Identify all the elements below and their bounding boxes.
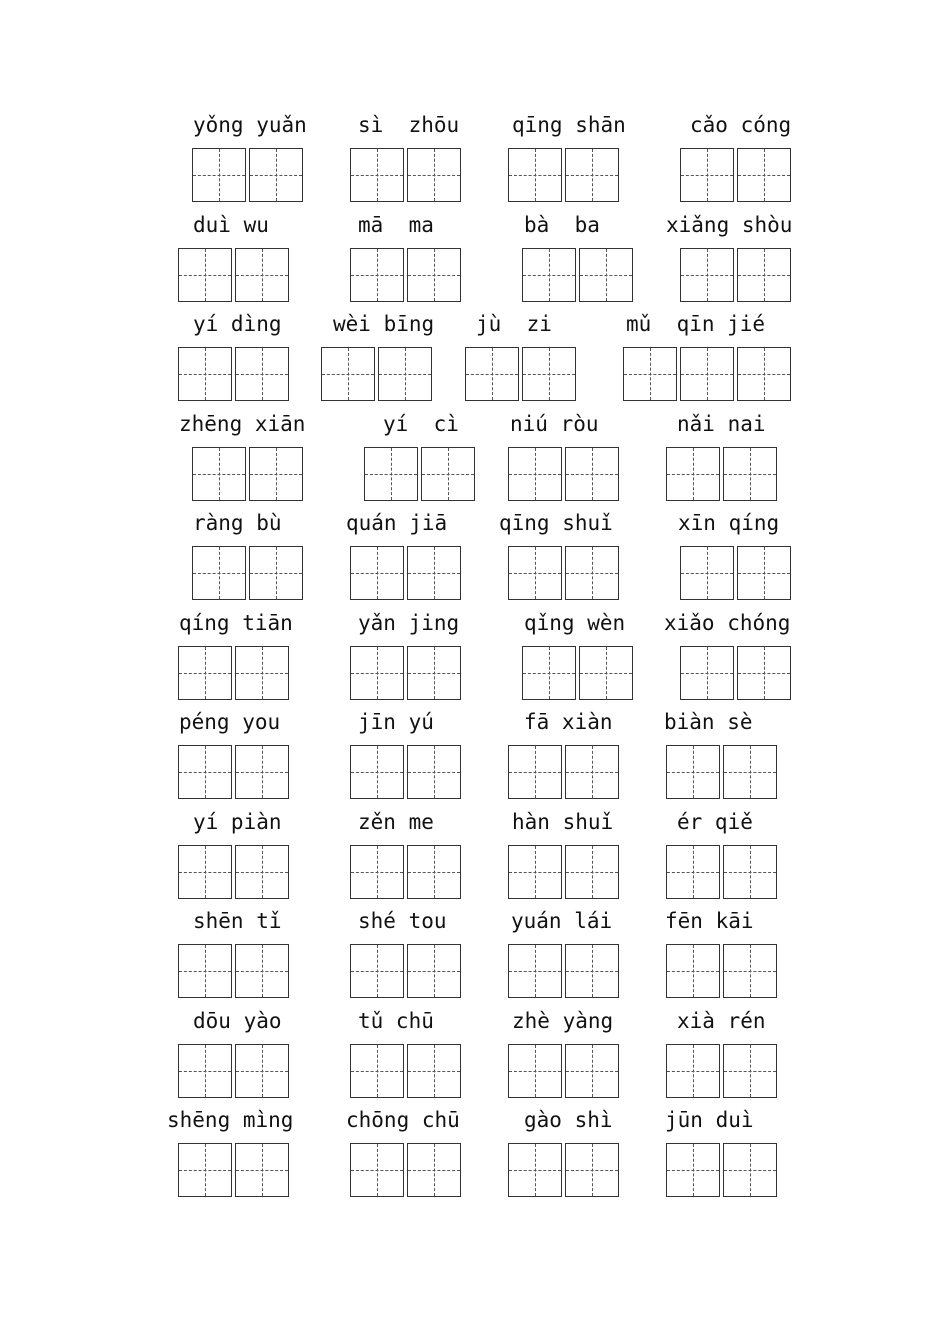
tianzige-box[interactable] bbox=[565, 944, 619, 998]
tianzige-box[interactable] bbox=[508, 148, 562, 202]
tianzige-box[interactable] bbox=[565, 1044, 619, 1098]
tianzige-box[interactable] bbox=[235, 347, 289, 401]
tianzige-box[interactable] bbox=[723, 845, 777, 899]
tianzige-box[interactable] bbox=[178, 1143, 232, 1197]
pinyin-label: fēn kāi bbox=[665, 909, 754, 933]
writing-grid bbox=[192, 447, 306, 501]
tianzige-box[interactable] bbox=[666, 845, 720, 899]
writing-grid bbox=[350, 745, 464, 799]
writing-grid bbox=[350, 546, 464, 600]
tianzige-box[interactable] bbox=[192, 546, 246, 600]
pinyin-label: mǔ qīn jié bbox=[626, 312, 766, 336]
tianzige-box[interactable] bbox=[565, 745, 619, 799]
pinyin-label: gào shì bbox=[524, 1108, 613, 1132]
writing-grid bbox=[680, 646, 794, 700]
tianzige-box[interactable] bbox=[508, 845, 562, 899]
writing-grid bbox=[350, 1143, 464, 1197]
pinyin-label: nǎi nai bbox=[677, 412, 766, 436]
tianzige-box[interactable] bbox=[579, 646, 633, 700]
writing-grid bbox=[666, 447, 780, 501]
tianzige-box[interactable] bbox=[522, 646, 576, 700]
writing-grid bbox=[666, 1044, 780, 1098]
tianzige-box[interactable] bbox=[249, 447, 303, 501]
pinyin-label: xīn qíng bbox=[678, 511, 780, 535]
pinyin-label: bà ba bbox=[524, 213, 600, 237]
writing-grid bbox=[350, 148, 464, 202]
writing-grid bbox=[350, 248, 464, 302]
pinyin-label: qǐng wèn bbox=[524, 611, 626, 635]
tianzige-box[interactable] bbox=[178, 347, 232, 401]
tianzige-box[interactable] bbox=[407, 248, 461, 302]
tianzige-box[interactable] bbox=[623, 347, 677, 401]
tianzige-box[interactable] bbox=[508, 447, 562, 501]
pinyin-label: chōng chū bbox=[346, 1108, 460, 1132]
tianzige-box[interactable] bbox=[723, 745, 777, 799]
pinyin-label: yuán lái bbox=[511, 909, 613, 933]
tianzige-box[interactable] bbox=[680, 148, 734, 202]
pinyin-label: wèi bīng bbox=[333, 312, 435, 336]
writing-grid bbox=[178, 1143, 292, 1197]
tianzige-box[interactable] bbox=[378, 347, 432, 401]
tianzige-box[interactable] bbox=[522, 347, 576, 401]
pinyin-label: xià rén bbox=[677, 1009, 766, 1033]
writing-grid bbox=[508, 148, 622, 202]
writing-grid bbox=[508, 1143, 622, 1197]
pinyin-label: zěn me bbox=[358, 810, 434, 834]
pinyin-label: yí dìng bbox=[193, 312, 282, 336]
pinyin-label: ràng bù bbox=[193, 511, 282, 535]
pinyin-label: yǎn jing bbox=[358, 611, 460, 635]
tianzige-box[interactable] bbox=[723, 447, 777, 501]
pinyin-label: yí cì bbox=[383, 412, 459, 436]
tianzige-box[interactable] bbox=[666, 1143, 720, 1197]
tianzige-box[interactable] bbox=[737, 148, 791, 202]
tianzige-box[interactable] bbox=[178, 745, 232, 799]
tianzige-box[interactable] bbox=[235, 1044, 289, 1098]
writing-grid bbox=[508, 944, 622, 998]
tianzige-box[interactable] bbox=[737, 248, 791, 302]
tianzige-box[interactable] bbox=[723, 944, 777, 998]
tianzige-box[interactable] bbox=[235, 248, 289, 302]
writing-grid bbox=[364, 447, 478, 501]
pinyin-label: ér qiě bbox=[677, 810, 753, 834]
tianzige-box[interactable] bbox=[178, 646, 232, 700]
pinyin-label: qīng shān bbox=[512, 113, 626, 137]
pinyin-label: mā ma bbox=[358, 213, 434, 237]
tianzige-box[interactable] bbox=[680, 347, 734, 401]
pinyin-label: xiǎng shòu bbox=[666, 213, 793, 237]
writing-grid bbox=[680, 148, 794, 202]
tianzige-box[interactable] bbox=[235, 845, 289, 899]
tianzige-box[interactable] bbox=[192, 447, 246, 501]
tianzige-box[interactable] bbox=[407, 646, 461, 700]
writing-grid bbox=[350, 646, 464, 700]
tianzige-box[interactable] bbox=[680, 546, 734, 600]
tianzige-box[interactable] bbox=[407, 148, 461, 202]
pinyin-label: shēn tǐ bbox=[193, 909, 282, 933]
writing-grid bbox=[508, 447, 622, 501]
pinyin-label: niú ròu bbox=[510, 412, 599, 436]
tianzige-box[interactable] bbox=[508, 546, 562, 600]
writing-grid bbox=[623, 347, 794, 401]
tianzige-box[interactable] bbox=[321, 347, 375, 401]
writing-grid bbox=[666, 944, 780, 998]
tianzige-box[interactable] bbox=[508, 944, 562, 998]
writing-grid bbox=[192, 546, 306, 600]
writing-grid bbox=[666, 845, 780, 899]
writing-grid bbox=[178, 646, 292, 700]
pinyin-label: biàn sè bbox=[664, 710, 753, 734]
tianzige-box[interactable] bbox=[407, 1044, 461, 1098]
tianzige-box[interactable] bbox=[508, 1143, 562, 1197]
pinyin-label: cǎo cóng bbox=[690, 113, 792, 137]
tianzige-box[interactable] bbox=[178, 248, 232, 302]
tianzige-box[interactable] bbox=[407, 845, 461, 899]
tianzige-box[interactable] bbox=[350, 745, 404, 799]
tianzige-box[interactable] bbox=[508, 745, 562, 799]
pinyin-label: zhè yàng bbox=[512, 1009, 614, 1033]
pinyin-label: hàn shuǐ bbox=[512, 810, 614, 834]
tianzige-box[interactable] bbox=[680, 248, 734, 302]
writing-grid bbox=[178, 347, 292, 401]
writing-grid bbox=[522, 248, 636, 302]
tianzige-box[interactable] bbox=[407, 1143, 461, 1197]
tianzige-box[interactable] bbox=[666, 944, 720, 998]
pinyin-label: jù zi bbox=[476, 312, 552, 336]
writing-grid bbox=[508, 845, 622, 899]
writing-grid bbox=[666, 1143, 780, 1197]
tianzige-box[interactable] bbox=[666, 1044, 720, 1098]
writing-grid bbox=[680, 546, 794, 600]
tianzige-box[interactable] bbox=[235, 745, 289, 799]
writing-grid bbox=[666, 745, 780, 799]
tianzige-box[interactable] bbox=[579, 248, 633, 302]
writing-grid bbox=[465, 347, 579, 401]
tianzige-box[interactable] bbox=[249, 546, 303, 600]
tianzige-box[interactable] bbox=[350, 148, 404, 202]
tianzige-box[interactable] bbox=[350, 248, 404, 302]
writing-grid bbox=[350, 944, 464, 998]
writing-grid bbox=[178, 745, 292, 799]
tianzige-box[interactable] bbox=[235, 944, 289, 998]
tianzige-box[interactable] bbox=[737, 546, 791, 600]
pinyin-label: jūn duì bbox=[665, 1108, 754, 1132]
tianzige-box[interactable] bbox=[350, 1044, 404, 1098]
writing-grid bbox=[178, 1044, 292, 1098]
pinyin-label: shé tou bbox=[358, 909, 447, 933]
pinyin-label: duì wu bbox=[193, 213, 269, 237]
writing-grid bbox=[508, 1044, 622, 1098]
tianzige-box[interactable] bbox=[178, 1044, 232, 1098]
writing-grid bbox=[350, 1044, 464, 1098]
writing-grid bbox=[321, 347, 435, 401]
writing-grid bbox=[522, 646, 636, 700]
pinyin-label: quán jiā bbox=[346, 511, 448, 535]
writing-grid bbox=[192, 148, 306, 202]
tianzige-box[interactable] bbox=[565, 546, 619, 600]
tianzige-box[interactable] bbox=[350, 646, 404, 700]
pinyin-label: péng you bbox=[179, 710, 281, 734]
pinyin-label: sì zhōu bbox=[358, 113, 460, 137]
writing-grid bbox=[508, 745, 622, 799]
tianzige-box[interactable] bbox=[407, 944, 461, 998]
writing-grid bbox=[178, 845, 292, 899]
writing-grid bbox=[178, 944, 292, 998]
tianzige-box[interactable] bbox=[407, 745, 461, 799]
tianzige-box[interactable] bbox=[350, 944, 404, 998]
tianzige-box[interactable] bbox=[737, 347, 791, 401]
tianzige-box[interactable] bbox=[421, 447, 475, 501]
writing-grid bbox=[508, 546, 622, 600]
pinyin-label: qíng tiān bbox=[179, 611, 293, 635]
tianzige-box[interactable] bbox=[350, 1143, 404, 1197]
pinyin-label: jīn yú bbox=[358, 710, 434, 734]
tianzige-box[interactable] bbox=[178, 944, 232, 998]
tianzige-box[interactable] bbox=[465, 347, 519, 401]
tianzige-box[interactable] bbox=[364, 447, 418, 501]
tianzige-box[interactable] bbox=[565, 447, 619, 501]
tianzige-box[interactable] bbox=[723, 1044, 777, 1098]
tianzige-box[interactable] bbox=[680, 646, 734, 700]
tianzige-box[interactable] bbox=[235, 1143, 289, 1197]
tianzige-box[interactable] bbox=[737, 646, 791, 700]
tianzige-box[interactable] bbox=[723, 1143, 777, 1197]
pinyin-label: zhēng xiān bbox=[179, 412, 306, 436]
tianzige-box[interactable] bbox=[192, 148, 246, 202]
tianzige-box[interactable] bbox=[178, 845, 232, 899]
tianzige-box[interactable] bbox=[565, 148, 619, 202]
tianzige-box[interactable] bbox=[235, 646, 289, 700]
tianzige-box[interactable] bbox=[508, 1044, 562, 1098]
pinyin-label: fā xiàn bbox=[524, 710, 613, 734]
tianzige-box[interactable] bbox=[565, 1143, 619, 1197]
tianzige-box[interactable] bbox=[249, 148, 303, 202]
tianzige-box[interactable] bbox=[666, 447, 720, 501]
pinyin-label: yǒng yuǎn bbox=[193, 113, 307, 137]
pinyin-label: qīng shuǐ bbox=[499, 511, 613, 535]
pinyin-label: xiǎo chóng bbox=[664, 611, 791, 635]
tianzige-box[interactable] bbox=[522, 248, 576, 302]
writing-grid bbox=[680, 248, 794, 302]
pinyin-label: shēng mìng bbox=[167, 1108, 294, 1132]
tianzige-box[interactable] bbox=[666, 745, 720, 799]
pinyin-label: tǔ chū bbox=[358, 1009, 434, 1033]
tianzige-box[interactable] bbox=[407, 546, 461, 600]
pinyin-label: yí piàn bbox=[193, 810, 282, 834]
writing-grid bbox=[350, 845, 464, 899]
tianzige-box[interactable] bbox=[350, 546, 404, 600]
pinyin-label: dōu yào bbox=[193, 1009, 282, 1033]
writing-grid bbox=[178, 248, 292, 302]
tianzige-box[interactable] bbox=[565, 845, 619, 899]
tianzige-box[interactable] bbox=[350, 845, 404, 899]
